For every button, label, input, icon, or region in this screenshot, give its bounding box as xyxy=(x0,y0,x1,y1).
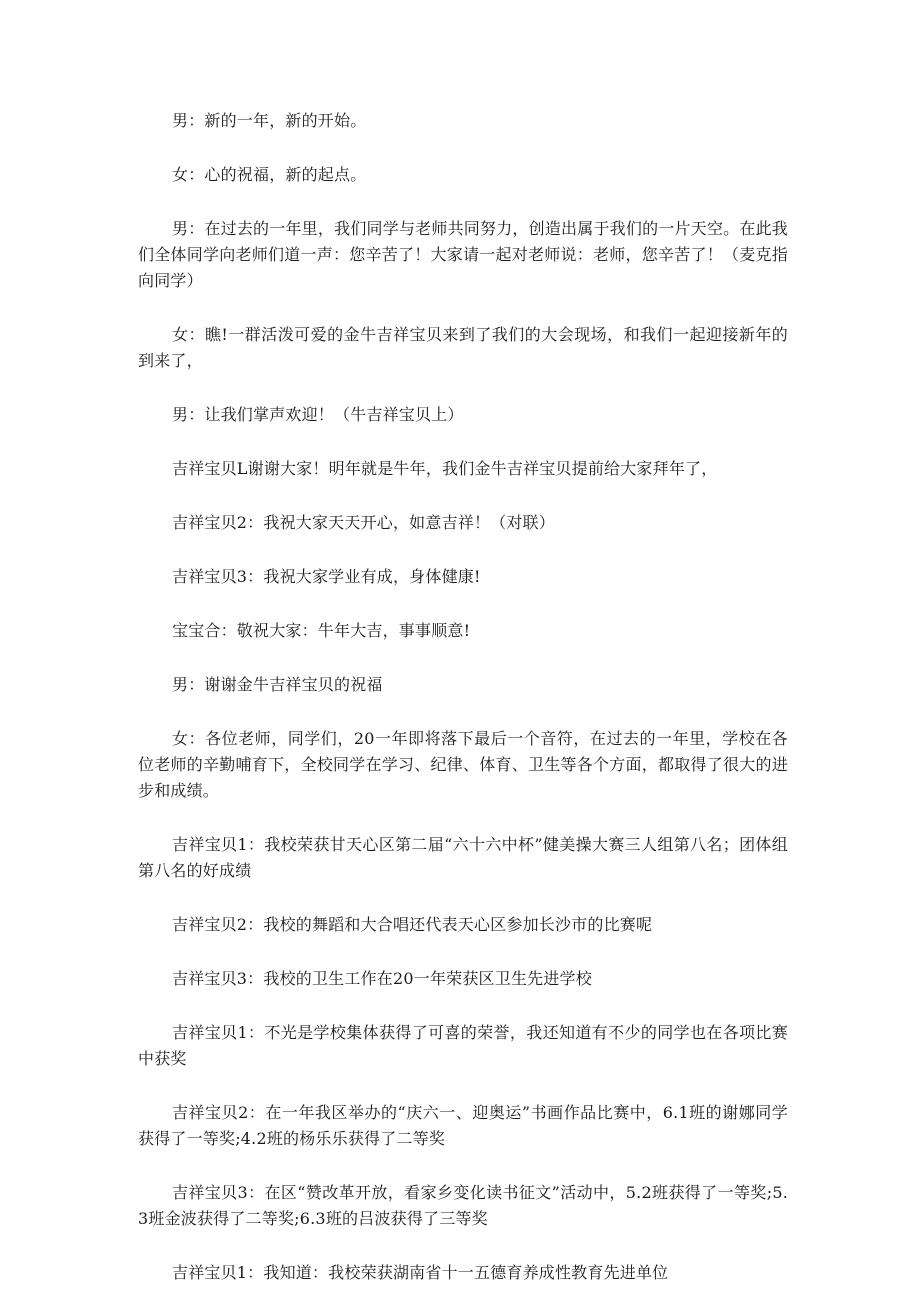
paragraph-1: 男：新的一年，新的开始。 xyxy=(172,111,367,130)
paragraph-7: 吉祥宝贝2：我祝大家天天开心，如意吉祥！（对联） xyxy=(172,513,555,532)
paragraph-14: 吉祥宝贝3：我校的卫生工作在20一年荣获区卫生先进学校 xyxy=(172,969,592,988)
paragraph-4: 女：瞧!一群活泼可爱的金牛吉祥宝贝来到了我们的大会现场，和我们一起迎接新年的到来了， xyxy=(138,325,788,370)
paragraph-9: 宝宝合：敬祝大家：牛年大吉，事事顺意! xyxy=(172,621,471,640)
paragraph-5: 男：让我们掌声欢迎！（牛吉祥宝贝上） xyxy=(172,405,464,424)
paragraph-12: 吉祥宝贝1：我校荣获甘天心区第二届“六十六中杯”健美操大赛三人组第八名；团体组第八名的好成绩 xyxy=(138,835,788,880)
paragraph-13: 吉祥宝贝2：我校的舞蹈和大合唱还代表天心区参加长沙市的比赛呢 xyxy=(172,915,653,934)
paragraph-15: 吉祥宝贝1：不光是学校集体获得了可喜的荣誉，我还知道有不少的同学也在各项比赛中获奖 xyxy=(138,1023,788,1068)
paragraph-17: 吉祥宝贝3：在区“赞改革开放，看家乡变化读书征文”活动中，5.2班获得了一等奖;5.3班金波获得了二等奖;6.3班的吕波获得了三等奖 xyxy=(138,1183,788,1228)
paragraph-3: 男：在过去的一年里，我们同学与老师共同努力，创造出属于我们的一片天空。在此我们全体同学向老师们道一声：您辛苦了！大家请一起对老师说：老师，您辛苦了！（麦克指向同学） xyxy=(138,219,788,290)
paragraph-6: 吉祥宝贝L谢谢大家！明年就是牛年，我们金牛吉祥宝贝提前给大家拜年了， xyxy=(172,459,718,478)
paragraph-10: 男：谢谢金牛吉祥宝贝的祝福 xyxy=(172,675,383,694)
paragraph-11: 女：各位老师，同学们，20一年即将落下最后一个音符，在过去的一年里，学校在各位老师的辛勤哺育下，全校同学在学习、纪律、体育、卫生等各个方面，都取得了很大的进步和成绩。 xyxy=(138,729,788,800)
paragraph-2: 女：心的祝福，新的起点。 xyxy=(172,165,367,184)
document-page xyxy=(138,108,788,1286)
paragraph-16: 吉祥宝贝2：在一年我区举办的“庆六一、迎奥运”书画作品比赛中，6.1班的谢娜同学获得了一等奖;4.2班的杨乐乐获得了二等奖 xyxy=(138,1103,788,1148)
paragraph-8: 吉祥宝贝3：我祝大家学业有成，身体健康! xyxy=(172,567,481,586)
paragraph-18: 吉祥宝贝1：我知道：我校荣获湖南省十一五德育养成性教育先进单位 xyxy=(172,1263,669,1282)
